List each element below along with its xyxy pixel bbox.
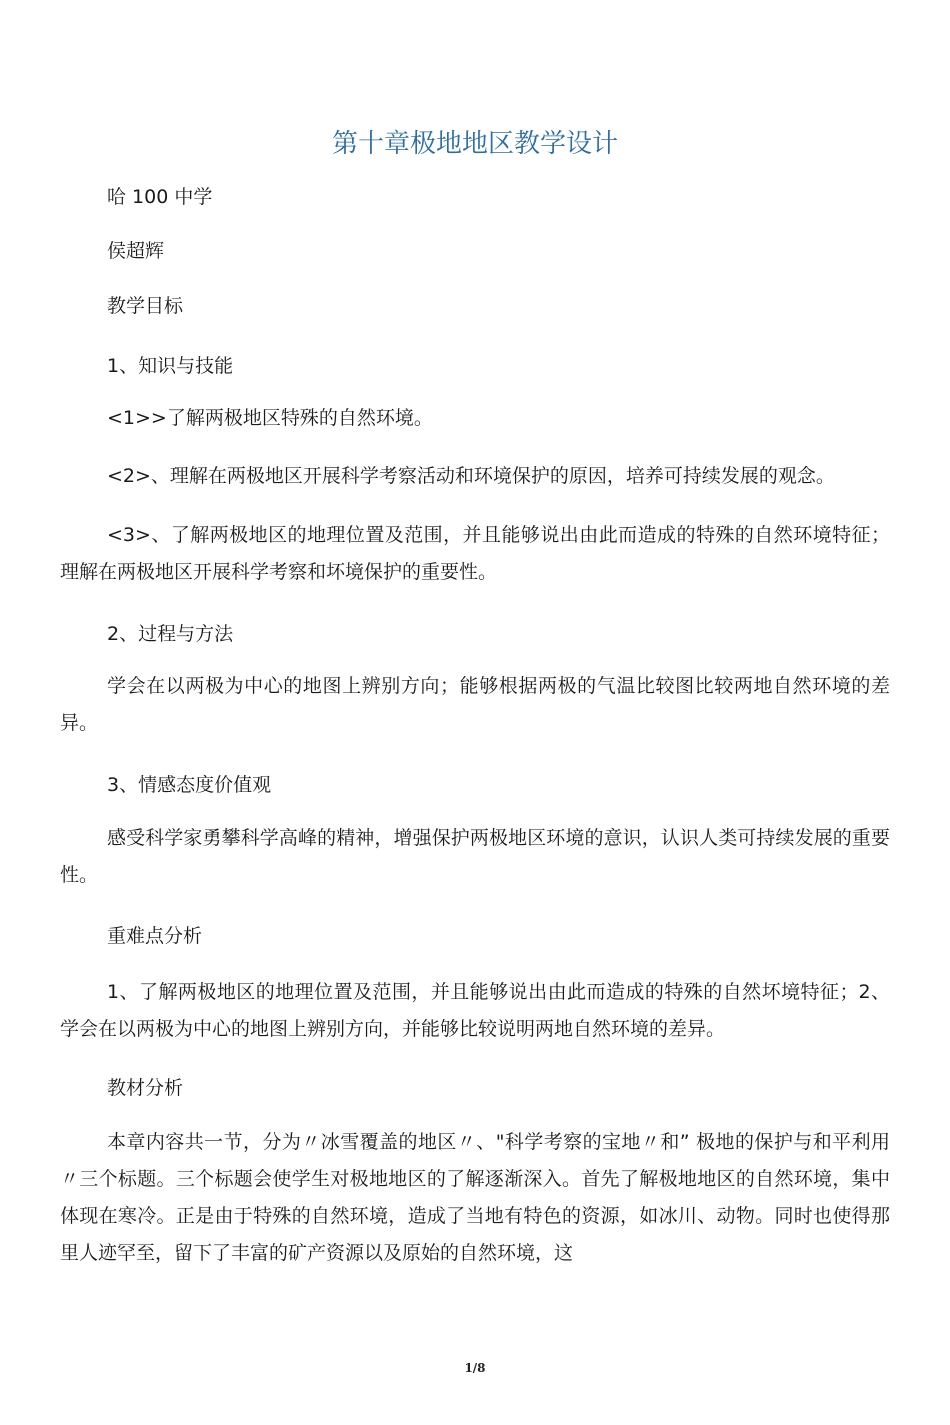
key-text: 1、了解两极地区的地理位置及范围，并且能够说出由此而造成的特殊的自然坏境特征；2、学会在以两极为中心的地图上辨别方向，并能够比较说明两地自然环境的差异。 (60, 981, 890, 1040)
objective-item-3: <3>、了解两极地区的地理位置及范围，并且能够说出由此而造成的特殊的自然环境特征；理解在两极地区开展科学考察和坏境保护的重要性。 (60, 524, 890, 583)
emotion-text: 感受科学家勇攀科学高峰的精神，增强保护两极地区环境的意识，认识人类可持续发展的重要性。 (60, 827, 890, 886)
process-heading: 2、过程与方法 (107, 623, 234, 645)
material-heading: 教材分析 (107, 1077, 184, 1099)
process-text: 学会在以两极为中心的地图上辨别方向；能够根据两极的气温比较图比较两地自然环境的差异。 (60, 675, 890, 734)
knowledge-heading: 1、知识与技能 (107, 355, 234, 377)
page-number: 1/8 (464, 1361, 486, 1375)
author-name: 侯超辉 (107, 240, 165, 262)
objectives-heading: 教学目标 (107, 295, 184, 317)
school-name: 哈 100 中学 (107, 186, 213, 208)
objective-item-2: <2>、理解在两极地区开展科学考察活动和环境保护的原因，培养可持续发展的观念。 (107, 465, 835, 487)
emotion-heading: 3、情感态度价值观 (107, 774, 272, 796)
document-title: 第十章极地地区教学设计 (331, 129, 618, 159)
material-text: 本章内容共一节，分为〃冰雪覆盖的地区〃、"科学考察的宝地〃和” 极地的保护与和平利用〃三个标题。三个标题会使学生对极地地区的了解逐渐深入。首先了解极地地区的自然环境，集中体现在寒冷。正是由于特殊的自然环境，造成了当地有特色的资源，如冰川、动物。同时也使得那里人迹罕至，留下了丰富的矿产资源以及原始的自然环境，这 (60, 1131, 890, 1264)
key-heading: 重难点分析 (107, 925, 203, 947)
objective-item-1: <1>>了解两极地区特殊的自然环境。 (107, 407, 433, 429)
